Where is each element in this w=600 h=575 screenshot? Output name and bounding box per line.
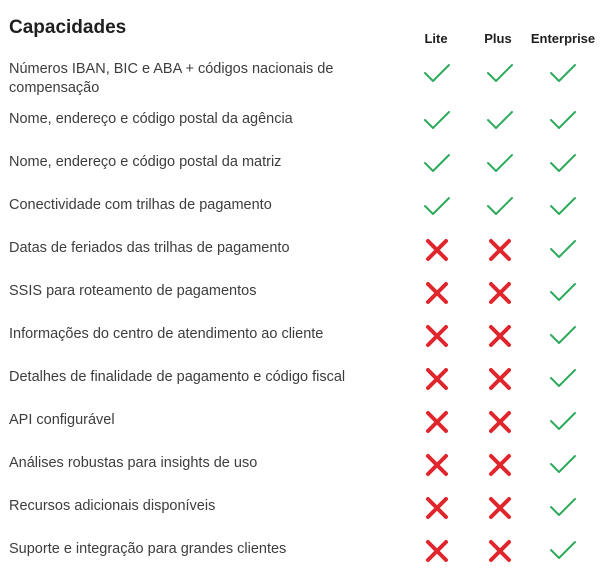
cross-icon <box>485 366 515 392</box>
check-icon <box>422 61 452 87</box>
cross-icon <box>422 237 452 263</box>
check-icon <box>548 280 578 306</box>
feature-label: Nome, endereço e código postal da agência <box>9 111 293 127</box>
table-row <box>0 363 600 403</box>
cross-icon <box>485 237 515 263</box>
feature-label: Análises robustas para insights de uso <box>9 455 258 471</box>
cross-icon <box>485 538 515 564</box>
check-icon <box>548 452 578 478</box>
check-icon <box>548 108 578 134</box>
check-icon <box>422 151 452 177</box>
column-header-plus: Plus <box>484 31 512 46</box>
cross-icon <box>485 409 515 435</box>
table-row <box>0 492 600 532</box>
table-row <box>0 277 600 317</box>
feature-label: Suporte e integração para grandes clientes <box>9 541 287 557</box>
table-row <box>0 191 600 231</box>
page-title: Capacidades <box>9 17 127 38</box>
feature-label: Recursos adicionais disponíveis <box>9 498 216 514</box>
check-icon <box>422 108 452 134</box>
cross-icon <box>422 366 452 392</box>
cross-icon <box>422 323 452 349</box>
check-icon <box>548 538 578 564</box>
check-icon <box>485 108 515 134</box>
feature-label: Nome, endereço e código postal da matriz <box>9 154 282 170</box>
check-icon <box>548 61 578 87</box>
check-icon <box>422 194 452 220</box>
check-icon <box>485 194 515 220</box>
cross-icon <box>485 452 515 478</box>
cross-icon <box>485 280 515 306</box>
check-icon <box>548 194 578 220</box>
table-row <box>0 148 600 188</box>
cross-icon <box>422 495 452 521</box>
feature-label: Informações do centro de atendimento ao cliente <box>9 326 324 342</box>
cross-icon <box>422 452 452 478</box>
cross-icon <box>422 409 452 435</box>
check-icon <box>485 151 515 177</box>
feature-label: API configurável <box>9 412 115 428</box>
cross-icon <box>422 538 452 564</box>
feature-label: Detalhes de finalidade de pagamento e código fiscal <box>9 369 346 385</box>
check-icon <box>548 151 578 177</box>
table-header <box>0 0 600 50</box>
feature-label: SSIS para roteamento de pagamentos <box>9 283 257 299</box>
check-icon <box>485 61 515 87</box>
check-icon <box>548 409 578 435</box>
table-row <box>0 60 600 100</box>
feature-label: Números IBAN, BIC e ABA + códigos nacionais de compensação <box>9 61 334 96</box>
table-row <box>0 406 600 446</box>
column-header-enterprise: Enterprise <box>530 31 596 46</box>
check-icon <box>548 323 578 349</box>
feature-label: Conectividade com trilhas de pagamento <box>9 197 272 213</box>
feature-label: Datas de feriados das trilhas de pagamento <box>9 240 290 256</box>
cross-icon <box>485 495 515 521</box>
table-row <box>0 449 600 489</box>
cross-icon <box>422 280 452 306</box>
table-row <box>0 234 600 274</box>
check-icon <box>548 237 578 263</box>
table-row <box>0 535 600 575</box>
table-row <box>0 105 600 145</box>
check-icon <box>548 366 578 392</box>
table-row <box>0 320 600 360</box>
column-header-lite: Lite <box>424 31 448 46</box>
cross-icon <box>485 323 515 349</box>
check-icon <box>548 495 578 521</box>
